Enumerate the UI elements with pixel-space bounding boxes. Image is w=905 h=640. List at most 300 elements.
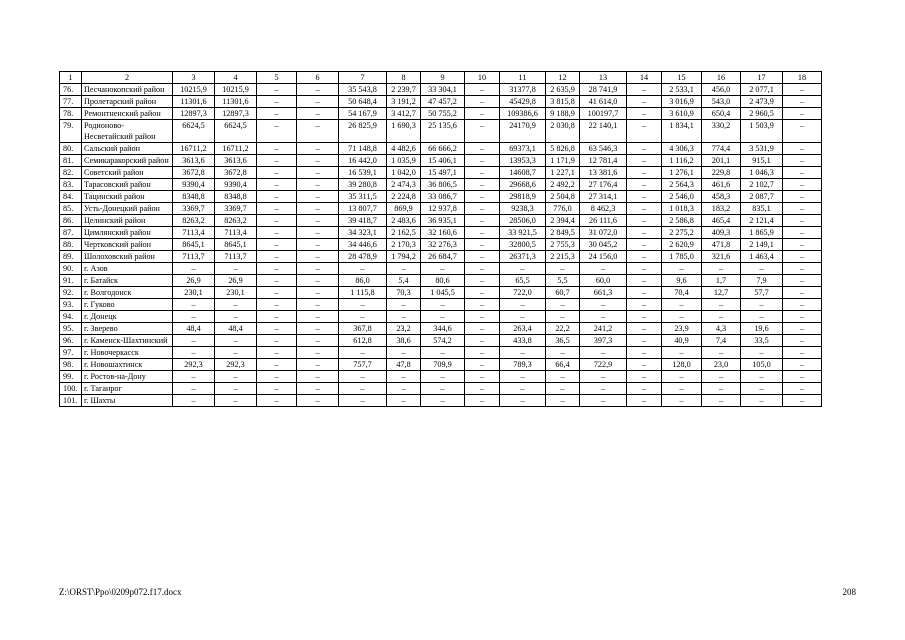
table-row	[60, 323, 822, 335]
value-cell: –	[297, 299, 339, 311]
row-number: 87.	[60, 227, 82, 239]
column-header: 2	[82, 72, 173, 84]
value-cell: –	[173, 263, 215, 275]
value-cell: 330,2	[702, 120, 741, 143]
value-cell: –	[627, 239, 662, 251]
value-cell: –	[783, 203, 822, 215]
value-cell: –	[662, 347, 702, 359]
value-cell: 66,4	[546, 359, 580, 371]
value-cell: –	[627, 395, 662, 407]
value-cell: 4 482,6	[387, 143, 421, 155]
value-cell: 7113,4	[215, 227, 257, 239]
value-cell: 2 492,2	[546, 179, 580, 191]
value-cell: 38,6	[387, 335, 421, 347]
value-cell: 292,3	[215, 359, 257, 371]
value-cell: 2 170,3	[387, 239, 421, 251]
value-cell: –	[783, 215, 822, 227]
value-cell: 461,6	[702, 179, 741, 191]
value-cell: –	[257, 120, 297, 143]
value-cell: 6624,5	[173, 120, 215, 143]
value-cell: –	[465, 299, 500, 311]
value-cell: –	[297, 383, 339, 395]
value-cell: –	[662, 383, 702, 395]
value-cell: –	[465, 155, 500, 167]
value-cell: –	[500, 299, 546, 311]
value-cell: 47 457,2	[421, 96, 465, 108]
value-cell: –	[783, 191, 822, 203]
value-cell: –	[546, 371, 580, 383]
value-cell: –	[297, 167, 339, 179]
value-cell: –	[297, 251, 339, 263]
value-cell: –	[387, 263, 421, 275]
value-cell: 36 935,1	[421, 215, 465, 227]
value-cell: 23,0	[702, 359, 741, 371]
value-cell: 33 921,5	[500, 227, 546, 239]
value-cell: 16 539,1	[339, 167, 387, 179]
value-cell: –	[215, 395, 257, 407]
value-cell: –	[421, 311, 465, 323]
value-cell: –	[387, 395, 421, 407]
value-cell: –	[580, 347, 627, 359]
value-cell: –	[215, 335, 257, 347]
value-cell: –	[257, 155, 297, 167]
value-cell: 1 690,3	[387, 120, 421, 143]
table-row	[60, 311, 822, 323]
row-number: 90.	[60, 263, 82, 275]
value-cell: –	[580, 371, 627, 383]
value-cell: 2 564,3	[662, 179, 702, 191]
municipality-name: г. Гуково	[82, 299, 173, 311]
column-header: 12	[546, 72, 580, 84]
value-cell: –	[339, 383, 387, 395]
value-cell: –	[783, 395, 822, 407]
municipality-name: Родионово-Несветайский район	[82, 120, 173, 143]
value-cell: 33,5	[741, 335, 783, 347]
value-cell: –	[257, 251, 297, 263]
value-cell: 722,0	[500, 287, 546, 299]
value-cell: 2 162,5	[387, 227, 421, 239]
value-cell: 456,0	[702, 84, 741, 96]
value-cell: –	[215, 383, 257, 395]
value-cell: 36,5	[546, 335, 580, 347]
value-cell: –	[465, 96, 500, 108]
value-cell: 183,2	[702, 203, 741, 215]
value-cell: –	[783, 227, 822, 239]
value-cell: 70,3	[387, 287, 421, 299]
value-cell: –	[627, 347, 662, 359]
value-cell: 3369,7	[215, 203, 257, 215]
value-cell: 60,0	[580, 275, 627, 287]
value-cell: –	[741, 383, 783, 395]
row-number: 79.	[60, 120, 82, 143]
table-row	[60, 371, 822, 383]
value-cell: 80,6	[421, 275, 465, 287]
value-cell: 13953,3	[500, 155, 546, 167]
value-cell: 2 030,8	[546, 120, 580, 143]
value-cell: –	[702, 371, 741, 383]
value-cell: –	[627, 311, 662, 323]
value-cell: 48,4	[215, 323, 257, 335]
value-cell: –	[580, 383, 627, 395]
value-cell: –	[627, 203, 662, 215]
value-cell: 60,7	[546, 287, 580, 299]
value-cell: 12897,3	[173, 108, 215, 120]
value-cell: –	[173, 299, 215, 311]
value-cell: 33 086,7	[421, 191, 465, 203]
value-cell: –	[339, 311, 387, 323]
value-cell: 41 614,0	[580, 96, 627, 108]
row-number: 94.	[60, 311, 82, 323]
value-cell: 22,2	[546, 323, 580, 335]
table-row	[60, 275, 822, 287]
value-cell: 229,8	[702, 167, 741, 179]
column-header: 16	[702, 72, 741, 84]
value-cell: –	[173, 347, 215, 359]
value-cell: –	[546, 299, 580, 311]
value-cell: –	[783, 347, 822, 359]
value-cell: 397,3	[580, 335, 627, 347]
value-cell: –	[387, 383, 421, 395]
value-cell: 29668,6	[500, 179, 546, 191]
value-cell: 1 227,1	[546, 167, 580, 179]
value-cell: –	[627, 383, 662, 395]
value-cell: –	[297, 96, 339, 108]
value-cell: –	[339, 263, 387, 275]
value-cell: 574,2	[421, 335, 465, 347]
value-cell: –	[465, 203, 500, 215]
value-cell: 2 620,9	[662, 239, 702, 251]
value-cell: –	[500, 311, 546, 323]
value-cell: 1 045,5	[421, 287, 465, 299]
municipality-name: Усть-Донецкий район	[82, 203, 173, 215]
row-number: 82.	[60, 167, 82, 179]
column-header: 14	[627, 72, 662, 84]
municipality-name: Тацинский район	[82, 191, 173, 203]
value-cell: 2 087,7	[741, 191, 783, 203]
value-cell: 100197,7	[580, 108, 627, 120]
row-number: 88.	[60, 239, 82, 251]
value-cell: 48,4	[173, 323, 215, 335]
value-cell: –	[627, 359, 662, 371]
value-cell: 2 394,4	[546, 215, 580, 227]
value-cell: –	[783, 323, 822, 335]
value-cell: 321,6	[702, 251, 741, 263]
value-cell: –	[173, 311, 215, 323]
value-cell: –	[297, 120, 339, 143]
value-cell: –	[580, 395, 627, 407]
value-cell: 661,3	[580, 287, 627, 299]
table-row	[60, 179, 822, 191]
value-cell: 8263,2	[173, 215, 215, 227]
value-cell: –	[465, 239, 500, 251]
value-cell: –	[465, 371, 500, 383]
table-row	[60, 155, 822, 167]
footer-file-path: Z:\ORST\Ppo\0209p072.f17.docx	[59, 587, 182, 597]
value-cell: 15 406,1	[421, 155, 465, 167]
row-number: 93.	[60, 299, 82, 311]
value-cell: –	[257, 335, 297, 347]
value-cell: 23,9	[662, 323, 702, 335]
value-cell: –	[257, 383, 297, 395]
value-cell: 1 042,0	[387, 167, 421, 179]
value-cell: 27 176,4	[580, 179, 627, 191]
value-cell: –	[215, 263, 257, 275]
value-cell: –	[783, 84, 822, 96]
value-cell: –	[257, 359, 297, 371]
value-cell: –	[257, 215, 297, 227]
value-cell: 14608,7	[500, 167, 546, 179]
value-cell: –	[783, 251, 822, 263]
value-cell: 26 111,6	[580, 215, 627, 227]
table-row	[60, 287, 822, 299]
value-cell: –	[702, 263, 741, 275]
value-cell: –	[627, 155, 662, 167]
value-cell: –	[215, 299, 257, 311]
value-cell: –	[783, 371, 822, 383]
value-cell: –	[387, 311, 421, 323]
value-cell: –	[339, 347, 387, 359]
value-cell: 2 755,3	[546, 239, 580, 251]
value-cell: –	[580, 311, 627, 323]
column-header: 9	[421, 72, 465, 84]
value-cell: 7113,7	[215, 251, 257, 263]
value-cell: 1 785,0	[662, 251, 702, 263]
value-cell: –	[215, 371, 257, 383]
value-cell: –	[257, 311, 297, 323]
value-cell: 15 497,1	[421, 167, 465, 179]
table-row	[60, 108, 822, 120]
value-cell: 32800,5	[500, 239, 546, 251]
value-cell: 4 306,3	[662, 143, 702, 155]
value-cell: –	[173, 371, 215, 383]
value-cell: –	[702, 347, 741, 359]
row-number: 99.	[60, 371, 82, 383]
municipality-name: г. Таганрог	[82, 383, 173, 395]
value-cell: 543,0	[702, 96, 741, 108]
municipality-name: Советский район	[82, 167, 173, 179]
value-cell: 65,5	[500, 275, 546, 287]
value-cell: –	[662, 395, 702, 407]
value-cell: 3 815,8	[546, 96, 580, 108]
value-cell: –	[702, 299, 741, 311]
column-header: 7	[339, 72, 387, 84]
value-cell: 2 224,8	[387, 191, 421, 203]
value-cell: 9 188,9	[546, 108, 580, 120]
value-cell: –	[257, 96, 297, 108]
value-cell: 409,3	[702, 227, 741, 239]
value-cell: –	[783, 299, 822, 311]
row-number: 89.	[60, 251, 82, 263]
value-cell: 776,0	[546, 203, 580, 215]
table-row	[60, 263, 822, 275]
value-cell: –	[421, 383, 465, 395]
municipality-name: Шолоховский район	[82, 251, 173, 263]
value-cell: 789,3	[500, 359, 546, 371]
value-cell: –	[257, 287, 297, 299]
municipality-name: Целинский район	[82, 215, 173, 227]
municipality-name: Ремонтненский район	[82, 108, 173, 120]
value-cell: –	[257, 84, 297, 96]
value-cell: 2 121,4	[741, 215, 783, 227]
value-cell: 23,2	[387, 323, 421, 335]
value-cell: 367,8	[339, 323, 387, 335]
value-cell: –	[783, 179, 822, 191]
table-row	[60, 299, 822, 311]
value-cell: 230,1	[215, 287, 257, 299]
value-cell: 292,3	[173, 359, 215, 371]
value-cell: 16711,2	[215, 143, 257, 155]
row-number: 83.	[60, 179, 82, 191]
municipality-name: г. Зверево	[82, 323, 173, 335]
value-cell: –	[421, 263, 465, 275]
value-cell: 3672,8	[215, 167, 257, 179]
municipality-name: г. Волгодонск	[82, 287, 173, 299]
value-cell: –	[215, 311, 257, 323]
value-cell: 8348,8	[215, 191, 257, 203]
value-cell: 2 849,5	[546, 227, 580, 239]
value-cell: –	[783, 275, 822, 287]
value-cell: 26371,3	[500, 251, 546, 263]
value-cell: –	[741, 311, 783, 323]
value-cell: 2 474,3	[387, 179, 421, 191]
value-cell: –	[257, 347, 297, 359]
value-cell: –	[465, 347, 500, 359]
value-cell: 2 960,5	[741, 108, 783, 120]
value-cell: 36 806,5	[421, 179, 465, 191]
value-cell: –	[465, 287, 500, 299]
value-cell: –	[257, 395, 297, 407]
table-row	[60, 251, 822, 263]
value-cell: –	[387, 347, 421, 359]
value-cell: 31377,8	[500, 84, 546, 96]
value-cell: 28506,0	[500, 215, 546, 227]
column-header: 18	[783, 72, 822, 84]
value-cell: 5,5	[546, 275, 580, 287]
row-number: 95.	[60, 323, 82, 335]
value-cell: 201,1	[702, 155, 741, 167]
table-row	[60, 227, 822, 239]
value-cell: 34 323,1	[339, 227, 387, 239]
value-cell: 458,3	[702, 191, 741, 203]
value-cell: –	[465, 395, 500, 407]
value-cell: –	[297, 395, 339, 407]
value-cell: –	[465, 335, 500, 347]
table-row	[60, 215, 822, 227]
value-cell: 13 381,6	[580, 167, 627, 179]
value-cell: –	[465, 179, 500, 191]
value-cell: –	[297, 191, 339, 203]
column-header: 4	[215, 72, 257, 84]
value-cell: –	[465, 191, 500, 203]
table-row	[60, 203, 822, 215]
value-cell: 471,8	[702, 239, 741, 251]
value-cell: 16 442,0	[339, 155, 387, 167]
value-cell: 109386,6	[500, 108, 546, 120]
value-cell: –	[627, 371, 662, 383]
value-cell: –	[297, 84, 339, 96]
value-cell: –	[465, 383, 500, 395]
value-cell: –	[421, 395, 465, 407]
value-cell: 35 311,5	[339, 191, 387, 203]
column-header: 15	[662, 72, 702, 84]
municipality-name: г. Шахты	[82, 395, 173, 407]
value-cell: 1 794,2	[387, 251, 421, 263]
value-cell: –	[783, 155, 822, 167]
value-cell: –	[783, 143, 822, 155]
value-cell: –	[627, 227, 662, 239]
municipality-name: Сальский район	[82, 143, 173, 155]
value-cell: 8263,2	[215, 215, 257, 227]
value-cell: 465,4	[702, 215, 741, 227]
value-cell: 10215,9	[173, 84, 215, 96]
row-number: 98.	[60, 359, 82, 371]
value-cell: 66 666,2	[421, 143, 465, 155]
value-cell: –	[297, 143, 339, 155]
value-cell: 47,8	[387, 359, 421, 371]
value-cell: 2 546,0	[662, 191, 702, 203]
value-cell: –	[421, 371, 465, 383]
value-cell: 24 156,0	[580, 251, 627, 263]
value-cell: –	[465, 120, 500, 143]
value-cell: 22 140,1	[580, 120, 627, 143]
value-cell: –	[297, 335, 339, 347]
municipality-name: г. Каменск-Шахтинский	[82, 335, 173, 347]
value-cell: 25 135,6	[421, 120, 465, 143]
value-cell: –	[257, 108, 297, 120]
value-cell: 24170,9	[500, 120, 546, 143]
municipality-name: Песчанокопский район	[82, 84, 173, 96]
value-cell: 8348,8	[173, 191, 215, 203]
value-cell: 105,0	[741, 359, 783, 371]
value-cell: 1 865,9	[741, 227, 783, 239]
table-row	[60, 96, 822, 108]
value-cell: 16711,2	[173, 143, 215, 155]
value-cell: 230,1	[173, 287, 215, 299]
value-cell: 40,9	[662, 335, 702, 347]
value-cell: 32 160,6	[421, 227, 465, 239]
table-row	[60, 239, 822, 251]
value-cell: 433,8	[500, 335, 546, 347]
value-cell: 3672,8	[173, 167, 215, 179]
value-cell: –	[662, 263, 702, 275]
value-cell: 1 116,2	[662, 155, 702, 167]
value-cell: –	[465, 359, 500, 371]
value-cell: –	[783, 383, 822, 395]
value-cell: 26,9	[173, 275, 215, 287]
value-cell: 128,0	[662, 359, 702, 371]
row-number: 101.	[60, 395, 82, 407]
row-number: 96.	[60, 335, 82, 347]
value-cell: –	[627, 263, 662, 275]
value-cell: –	[257, 191, 297, 203]
value-cell: –	[465, 215, 500, 227]
value-cell: 2 483,6	[387, 215, 421, 227]
value-cell: –	[741, 395, 783, 407]
value-cell: –	[783, 120, 822, 143]
value-cell: 241,2	[580, 323, 627, 335]
table-row	[60, 120, 822, 143]
value-cell: –	[627, 215, 662, 227]
value-cell: 26 825,9	[339, 120, 387, 143]
value-cell: –	[297, 287, 339, 299]
value-cell: 50 755,2	[421, 108, 465, 120]
header-row	[60, 72, 822, 84]
value-cell: –	[500, 371, 546, 383]
value-cell: –	[783, 239, 822, 251]
value-cell: 774,4	[702, 143, 741, 155]
column-header: 10	[465, 72, 500, 84]
value-cell: –	[546, 347, 580, 359]
